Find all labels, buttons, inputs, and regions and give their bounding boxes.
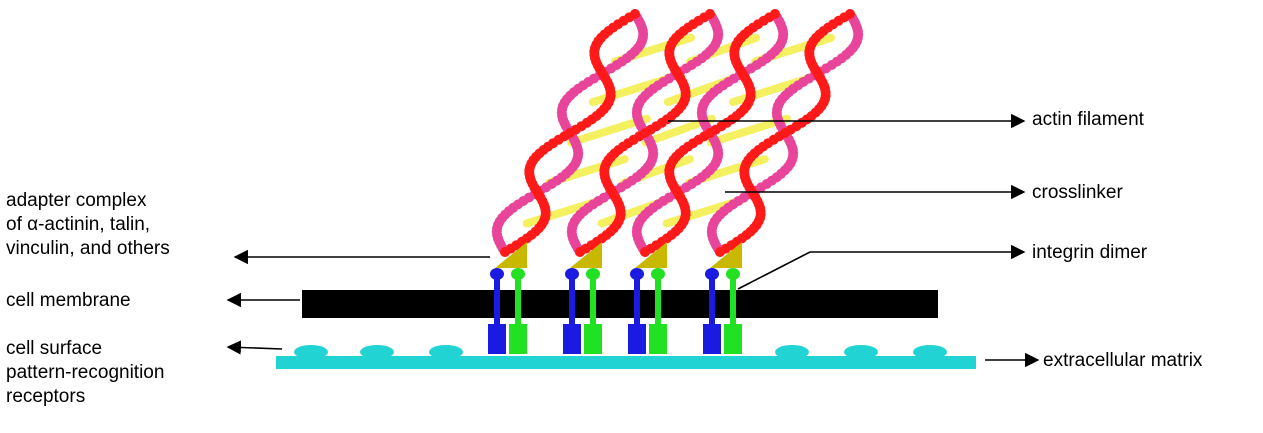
integrin-stalk: [569, 278, 575, 326]
receptor-icon: [294, 345, 328, 359]
label-extracellular-matrix: extracellular matrix: [1043, 350, 1203, 371]
integrin-stalk: [494, 278, 500, 326]
cell-membrane-bar: [302, 290, 938, 318]
actin-bead: [770, 9, 780, 19]
label-actin-filament: actin filament: [1032, 109, 1144, 130]
integrin-foot: [703, 324, 721, 354]
integrin-foot: [509, 324, 527, 354]
label-cell-membrane: cell membrane: [6, 290, 131, 311]
receptor-icon: [360, 345, 394, 359]
label-crosslinker: crosslinker: [1032, 182, 1123, 203]
integrin-foot: [488, 324, 506, 354]
label-integrin-dimer: integrin dimer: [1032, 242, 1148, 263]
label-line: cell surface: [6, 338, 103, 359]
label-line: adapter complex: [6, 190, 147, 211]
actin-bead: [630, 9, 640, 19]
integrin-foot: [649, 324, 667, 354]
integrin-stalk: [634, 278, 640, 326]
integrin-stalk: [590, 278, 596, 326]
label-line: pattern-recognition: [6, 362, 165, 383]
label-line: of α-actinin, talin,: [6, 214, 151, 235]
adapter-complexes: [495, 242, 742, 268]
arrow-icon: [228, 347, 282, 349]
receptor-icon: [913, 345, 947, 359]
receptor-icon: [429, 345, 463, 359]
integrin-foot: [724, 324, 742, 354]
label-line: vinculin, and others: [6, 238, 170, 259]
label-adapter-complex: [6, 189, 170, 261]
receptor-icon: [844, 345, 878, 359]
integrin-stalk: [709, 278, 715, 326]
integrin-foot: [563, 324, 581, 354]
label-line: receptors: [6, 386, 86, 407]
integrin-foot: [628, 324, 646, 354]
integrin-stalk: [730, 278, 736, 326]
integrin-stalk: [655, 278, 661, 326]
receptor-icon: [775, 345, 809, 359]
integrin-foot: [584, 324, 602, 354]
label-cell-surface-receptors: [6, 337, 164, 409]
integrin-stalk: [515, 278, 521, 326]
arrow-icon: [738, 252, 1024, 289]
actin-bead: [705, 9, 715, 19]
actin-bead: [845, 9, 855, 19]
